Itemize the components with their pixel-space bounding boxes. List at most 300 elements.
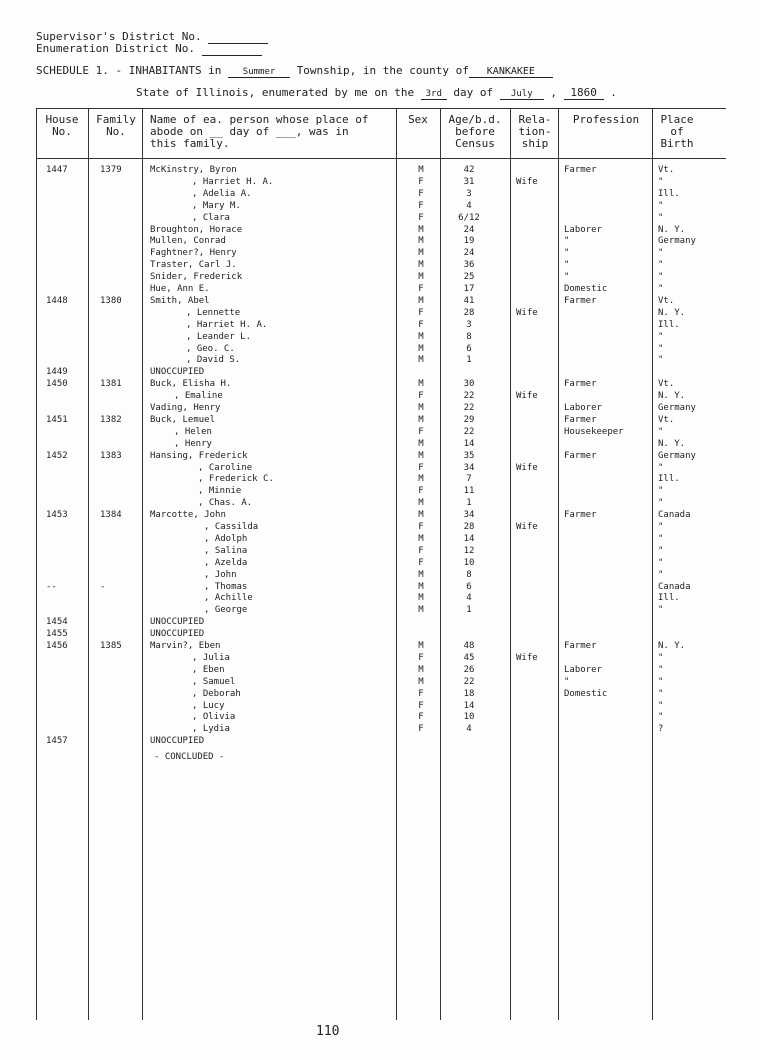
birthplace-cell: ": [658, 260, 664, 271]
sex-cell: M: [418, 581, 424, 592]
table-row: [36, 378, 736, 390]
sex-cell: F: [418, 284, 424, 294]
birthplace-cell: Vt.: [658, 295, 675, 306]
birthplace-cell: ": [658, 343, 664, 354]
person-name-cell: , George: [204, 605, 248, 616]
person-name-cell: , Eben: [192, 664, 225, 675]
birthplace-cell: ": [658, 176, 664, 187]
table-row: [36, 366, 736, 378]
sex-cell: F: [418, 426, 424, 437]
age-cell: 14: [463, 700, 475, 711]
age-cell: 3: [466, 188, 472, 199]
birthplace-cell: ": [658, 331, 664, 342]
sex-cell: F: [418, 391, 424, 402]
state-prefix: State of Illinois, enumerated by me on the: [136, 86, 415, 99]
profession-cell: ": [564, 676, 570, 687]
profession-cell: Laborer: [564, 403, 602, 413]
table-row: [36, 343, 736, 355]
person-name-cell: , Olivia: [192, 712, 236, 723]
person-name-cell: , Frederick C.: [198, 474, 274, 485]
sex-cell: M: [418, 498, 424, 509]
sex-cell: F: [418, 557, 424, 568]
birthplace-cell: N. Y.: [658, 438, 686, 449]
birthplace-cell: ": [658, 676, 664, 687]
sex-cell: M: [418, 403, 424, 413]
person-name-cell: , Deborah: [192, 688, 241, 699]
birthplace-cell: ": [658, 486, 664, 497]
table-row: [36, 283, 736, 295]
relationship-cell: Wife: [516, 391, 538, 402]
person-name-cell: , Adolph: [204, 533, 248, 544]
sex-cell: F: [418, 700, 424, 711]
person-name-cell: , John: [204, 569, 237, 580]
sex-cell: F: [418, 307, 424, 318]
age-cell: 31: [463, 176, 475, 187]
table-row: [36, 462, 736, 474]
birthplace-cell: ": [658, 498, 664, 509]
birthplace-cell: ": [658, 248, 664, 259]
sex-cell: F: [418, 176, 424, 187]
table-row: [36, 497, 736, 509]
table-row: [36, 307, 736, 319]
age-cell: 4: [466, 593, 472, 604]
age-cell: 36: [463, 260, 475, 271]
birthplace-cell: ": [658, 355, 664, 366]
table-row: [36, 259, 736, 271]
person-name-cell: , Azelda: [204, 557, 248, 568]
sex-cell: M: [418, 236, 424, 247]
table-row: [36, 426, 736, 438]
birthplace-cell: ": [658, 522, 664, 532]
age-cell: 34: [463, 462, 475, 473]
person-name-cell: Snider, Frederick: [150, 272, 243, 283]
sex-cell: M: [418, 379, 424, 390]
sex-cell: F: [418, 688, 424, 699]
table-row: [36, 295, 736, 307]
age-cell: 7: [466, 474, 472, 485]
age-cell: 48: [463, 641, 475, 651]
table-row: [36, 652, 736, 664]
person-name-cell: , Chas. A.: [198, 498, 253, 509]
profession-cell: ": [564, 272, 570, 283]
person-name-cell: , Leander L.: [186, 331, 252, 342]
age-cell: 35: [463, 450, 475, 461]
person-name-cell: , Adelia A.: [192, 188, 252, 199]
person-name-cell: UNOCCUPIED: [150, 617, 205, 628]
person-name-cell: Hansing, Frederick: [150, 450, 248, 461]
birthplace-cell: N. Y.: [658, 391, 686, 402]
birthplace-cell: ": [658, 700, 664, 711]
year-value: 1860: [564, 86, 604, 100]
person-name-cell: Marcotte, John: [150, 510, 226, 521]
table-row: [36, 414, 736, 426]
age-cell: 8: [466, 331, 472, 342]
house-number-cell: 1449: [46, 367, 68, 378]
table-row: [36, 545, 736, 557]
birthplace-cell: ": [658, 605, 664, 616]
table-row: [36, 688, 736, 700]
birthplace-cell: ": [658, 664, 664, 675]
person-name-cell: UNOCCUPIED: [150, 629, 205, 640]
profession-cell: Farmer: [564, 165, 597, 175]
house-number-cell: 1457: [46, 736, 68, 747]
person-name-cell: , Emaline: [174, 391, 223, 402]
birthplace-cell: N. Y.: [658, 307, 686, 318]
age-cell: 26: [463, 664, 475, 675]
sex-cell: M: [418, 414, 424, 425]
sex-cell: F: [418, 522, 424, 532]
table-row: [36, 247, 736, 259]
birthplace-cell: ": [658, 533, 664, 544]
family-number-cell: 1380: [100, 295, 122, 306]
birthplace-cell: ?: [658, 724, 664, 735]
table-row: [36, 557, 736, 569]
person-name-cell: , Julia: [192, 652, 230, 663]
sex-cell: F: [418, 486, 424, 497]
person-name-cell: , Samuel: [192, 676, 236, 687]
age-cell: 11: [463, 486, 475, 497]
schedule-prefix: SCHEDULE 1. - INHABITANTS in: [36, 64, 222, 77]
col-header-family: Family No.: [96, 113, 136, 138]
age-cell: 22: [463, 676, 475, 687]
profession-cell: Domestic: [564, 688, 608, 699]
sex-cell: M: [418, 450, 424, 461]
profession-cell: Housekeeper: [564, 426, 624, 437]
county-value: KANKAKEE: [469, 66, 553, 78]
age-cell: 14: [463, 438, 475, 449]
profession-cell: Farmer: [564, 641, 597, 651]
table-top-rule: [36, 108, 726, 109]
birthplace-cell: ": [658, 462, 664, 473]
sex-cell: F: [418, 545, 424, 556]
table-row: [36, 354, 736, 366]
age-cell: 22: [463, 426, 475, 437]
col-header-name: Name of ea. person whose place of abode on __ day of ___, was in this family.: [150, 113, 369, 150]
age-cell: 45: [463, 652, 475, 663]
sex-cell: M: [418, 331, 424, 342]
profession-cell: Farmer: [564, 379, 597, 390]
profession-cell: ": [564, 248, 570, 259]
table-row: [36, 235, 736, 247]
person-name-cell: Marvin?, Eben: [150, 641, 221, 651]
township-label: Township, in the county of: [296, 64, 469, 77]
table-row: [36, 176, 736, 188]
family-number-cell: 1382: [100, 414, 122, 425]
sex-cell: M: [418, 165, 424, 175]
birthplace-cell: Ill.: [658, 319, 680, 330]
table-header-rule: [36, 158, 726, 159]
sex-cell: F: [418, 188, 424, 199]
table-row: [36, 616, 736, 628]
birthplace-cell: ": [658, 688, 664, 699]
col-header-relation: Rela- tion- ship: [518, 113, 552, 150]
family-number-cell: 1384: [100, 510, 122, 521]
sex-cell: M: [418, 343, 424, 354]
person-name-cell: , Clara: [192, 212, 230, 223]
person-name-cell: , Minnie: [198, 486, 242, 497]
person-name-cell: UNOCCUPIED: [150, 367, 205, 378]
person-name-cell: , Lucy: [192, 700, 225, 711]
table-row: [36, 164, 736, 176]
table-row: [36, 438, 736, 450]
day-value: 3rd: [421, 89, 447, 100]
table-row: [36, 533, 736, 545]
family-number-cell: 1383: [100, 450, 122, 461]
person-name-cell: , Thomas: [204, 581, 248, 592]
person-name-cell: Traster, Carl J.: [150, 260, 237, 271]
profession-cell: ": [564, 236, 570, 247]
house-number-cell: 1456: [46, 641, 68, 651]
table-row: [36, 628, 736, 640]
relationship-cell: Wife: [516, 462, 538, 473]
enumeration-label: Enumeration District No.: [36, 42, 195, 55]
sex-cell: M: [418, 474, 424, 485]
table-row: [36, 604, 736, 616]
birthplace-cell: ": [658, 212, 664, 223]
age-cell: 1: [466, 355, 472, 366]
birthplace-cell: Germany: [658, 403, 696, 413]
birthplace-cell: Germany: [658, 236, 696, 247]
state-line: State of Illinois, enumerated by me on the 3rd day of July , 1860 .: [136, 86, 617, 99]
sex-cell: F: [418, 652, 424, 663]
relationship-cell: Wife: [516, 307, 538, 318]
birthplace-cell: ": [658, 557, 664, 568]
person-name-cell: , Salina: [204, 545, 248, 556]
age-cell: 41: [463, 295, 475, 306]
person-name-cell: , Helen: [174, 426, 212, 437]
profession-cell: Laborer: [564, 224, 602, 235]
township-value: Summer: [228, 67, 290, 78]
age-cell: 25: [463, 272, 475, 283]
sex-cell: M: [418, 593, 424, 604]
birthplace-cell: Canada: [658, 510, 691, 521]
house-number-cell: 1455: [46, 629, 68, 640]
age-cell: 4: [466, 724, 472, 735]
sex-cell: M: [418, 272, 424, 283]
age-cell: 24: [463, 224, 475, 235]
person-name-cell: , Mary M.: [192, 200, 241, 211]
relationship-cell: Wife: [516, 176, 538, 187]
age-cell: 22: [463, 391, 475, 402]
house-number-cell: 1452: [46, 450, 68, 461]
table-row: [36, 473, 736, 485]
table-row: [36, 188, 736, 200]
table-row: [36, 723, 736, 735]
sex-cell: M: [418, 260, 424, 271]
age-cell: 28: [463, 307, 475, 318]
col-header-sex: Sex: [408, 113, 428, 126]
enumeration-district-line: [36, 42, 262, 56]
table-row: [36, 319, 736, 331]
person-name-cell: McKinstry, Byron: [150, 165, 237, 175]
person-name-cell: , Harriet H. A.: [192, 176, 274, 187]
age-cell: 30: [463, 379, 475, 390]
table-row: [36, 212, 736, 224]
birthplace-cell: ": [658, 545, 664, 556]
birthplace-cell: N. Y.: [658, 641, 686, 651]
birthplace-cell: ": [658, 426, 664, 437]
profession-cell: Laborer: [564, 664, 602, 675]
table-row: [36, 402, 736, 414]
col-header-house: House No.: [45, 113, 79, 138]
sex-cell: F: [418, 200, 424, 211]
table-row: [36, 711, 736, 723]
age-cell: 6: [466, 343, 472, 354]
age-cell: 6/12: [458, 212, 480, 223]
sex-cell: F: [418, 462, 424, 473]
person-name-cell: , Harriet H. A.: [186, 319, 268, 330]
sex-cell: M: [418, 569, 424, 580]
enumeration-blank: [202, 42, 262, 56]
age-cell: 8: [466, 569, 472, 580]
birthplace-cell: Ill.: [658, 593, 680, 604]
table-row: [36, 581, 736, 593]
sex-cell: F: [418, 319, 424, 330]
table-row: [36, 450, 736, 462]
month-value: July: [500, 89, 544, 100]
profession-cell: Domestic: [564, 284, 608, 294]
age-cell: 12: [463, 545, 475, 556]
sex-cell: M: [418, 510, 424, 521]
day-of-label: day of: [453, 86, 494, 99]
concluded-row: [36, 751, 736, 763]
birthplace-cell: ": [658, 200, 664, 211]
house-number-cell: 1453: [46, 510, 68, 521]
supervisor-label: Supervisor's District No.: [36, 30, 202, 43]
sex-cell: M: [418, 664, 424, 675]
concluded-text: - CONCLUDED -: [154, 752, 225, 763]
age-cell: 4: [466, 200, 472, 211]
table-row: [36, 521, 736, 533]
age-cell: 1: [466, 498, 472, 509]
family-number-cell: 1379: [100, 165, 122, 175]
person-name-cell: , Cassilda: [204, 522, 259, 532]
birthplace-cell: ": [658, 712, 664, 723]
profession-cell: ": [564, 260, 570, 271]
sex-cell: M: [418, 605, 424, 616]
person-name-cell: Broughton, Horace: [150, 224, 243, 235]
table-row: [36, 485, 736, 497]
sex-cell: M: [418, 676, 424, 687]
age-cell: 6: [466, 581, 472, 592]
person-name-cell: , Caroline: [198, 462, 253, 473]
person-name-cell: , Henry: [174, 438, 212, 449]
table-row: [36, 664, 736, 676]
sex-cell: M: [418, 641, 424, 651]
birthplace-cell: Ill.: [658, 188, 680, 199]
person-name-cell: , Geo. C.: [186, 343, 235, 354]
person-name-cell: Buck, Lemuel: [150, 414, 216, 425]
person-name-cell: Vading, Henry: [150, 403, 221, 413]
schedule-line: [36, 64, 553, 78]
birthplace-cell: Vt.: [658, 379, 675, 390]
sex-cell: F: [418, 724, 424, 735]
sex-cell: M: [418, 224, 424, 235]
age-cell: 22: [463, 403, 475, 413]
age-cell: 19: [463, 236, 475, 247]
person-name-cell: , David S.: [186, 355, 241, 366]
birthplace-cell: N. Y.: [658, 224, 686, 235]
family-number-cell: 1385: [100, 641, 122, 651]
age-cell: 3: [466, 319, 472, 330]
relationship-cell: Wife: [516, 522, 538, 532]
table-row: [36, 592, 736, 604]
sex-cell: M: [418, 248, 424, 259]
person-name-cell: Mullen, Conrad: [150, 236, 226, 247]
sex-cell: M: [418, 438, 424, 449]
sex-cell: F: [418, 712, 424, 723]
age-cell: 1: [466, 605, 472, 616]
table-row: [36, 390, 736, 402]
house-number-cell: --: [46, 581, 57, 592]
person-name-cell: , Lydia: [192, 724, 230, 735]
birthplace-cell: ": [658, 569, 664, 580]
table-row: [36, 509, 736, 521]
person-name-cell: Faghtner?, Henry: [150, 248, 237, 259]
profession-cell: Farmer: [564, 295, 597, 306]
person-name-cell: Buck, Elisha H.: [150, 379, 232, 390]
person-name-cell: , Lennette: [186, 307, 241, 318]
birthplace-cell: Germany: [658, 450, 696, 461]
sex-cell: M: [418, 533, 424, 544]
person-name-cell: , Achille: [204, 593, 253, 604]
age-cell: 42: [463, 165, 475, 175]
relationship-cell: Wife: [516, 652, 538, 663]
sex-cell: M: [418, 295, 424, 306]
sex-cell: F: [418, 212, 424, 223]
birthplace-cell: Ill.: [658, 474, 680, 485]
age-cell: 10: [463, 557, 475, 568]
table-row: [36, 640, 736, 652]
table-row: [36, 676, 736, 688]
col-header-profession: Profession: [572, 113, 640, 126]
age-cell: 28: [463, 522, 475, 532]
age-cell: 17: [463, 284, 475, 294]
profession-cell: Farmer: [564, 414, 597, 425]
person-name-cell: UNOCCUPIED: [150, 736, 205, 747]
table-row: [36, 700, 736, 712]
birthplace-cell: Canada: [658, 581, 691, 592]
birthplace-cell: ": [658, 652, 664, 663]
profession-cell: Farmer: [564, 450, 597, 461]
age-cell: 14: [463, 533, 475, 544]
family-number-cell: -: [100, 581, 106, 592]
house-number-cell: 1451: [46, 414, 68, 425]
sex-cell: M: [418, 355, 424, 366]
table-row: [36, 331, 736, 343]
age-cell: 10: [463, 712, 475, 723]
birthplace-cell: Vt.: [658, 165, 675, 175]
col-header-age: Age/b.d. before Census: [448, 113, 502, 150]
table-row: [36, 200, 736, 212]
age-cell: 18: [463, 688, 475, 699]
house-number-cell: 1450: [46, 379, 68, 390]
house-number-cell: 1447: [46, 165, 68, 175]
page-number: 110: [316, 1024, 340, 1039]
age-cell: 24: [463, 248, 475, 259]
person-name-cell: Hue, Ann E.: [150, 284, 210, 294]
col-header-birth: Place of Birth: [660, 113, 694, 150]
birthplace-cell: Vt.: [658, 414, 675, 425]
table-row: [36, 735, 736, 747]
table-row: [36, 569, 736, 581]
house-number-cell: 1454: [46, 617, 68, 628]
family-number-cell: 1381: [100, 379, 122, 390]
birthplace-cell: ": [658, 284, 664, 294]
age-cell: 34: [463, 510, 475, 521]
table-row: [36, 271, 736, 283]
table-row: [36, 224, 736, 236]
